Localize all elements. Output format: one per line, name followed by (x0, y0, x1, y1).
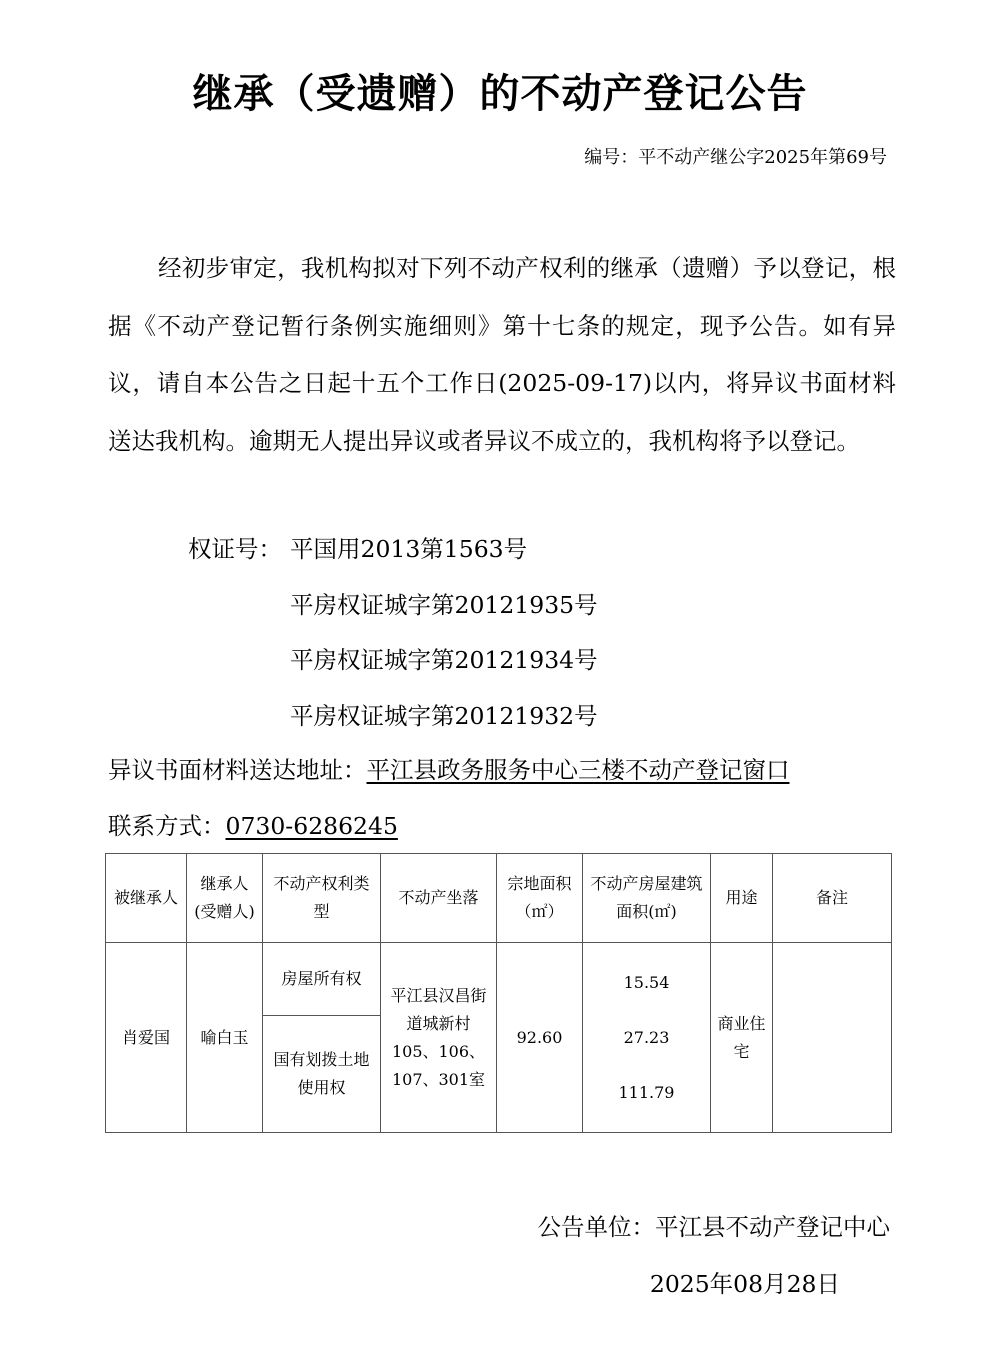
contact-phone: 0730-6286245 (225, 812, 398, 840)
cell-decedent: 肖爱国 (106, 943, 187, 1133)
document-number: 编号：平不动产继公字2025年第69号 (584, 147, 887, 168)
certificate-item: 平房权证城字第20121932号 (290, 702, 598, 730)
cell-land-area: 92.60 (497, 943, 583, 1133)
header-usage: 用途 (711, 854, 773, 943)
certificate-label: 权证号： (188, 535, 282, 563)
header-right-type: 不动产权利类 型 (263, 854, 381, 943)
address-label: 异议书面材料送达地址： (108, 756, 367, 784)
property-table (105, 853, 892, 1133)
header-heir: 继承人(受赠人) (187, 854, 263, 943)
header-building-area: 不动产房屋建筑面积(㎡) (583, 854, 711, 943)
issuer: 公告单位：平江县不动产登记中心 (537, 1213, 890, 1241)
cell-right-type-land: 国有划拨土地使用权 (263, 1016, 381, 1133)
cell-remarks (773, 943, 892, 1133)
page-title: 继承（受遗赠）的不动产登记公告 (192, 71, 808, 117)
header-remarks: 备注 (773, 854, 892, 943)
table-header-row (106, 854, 892, 943)
address-value: 平江县政务服务中心三楼不动产登记窗口 (366, 756, 790, 784)
cell-right-type-house: 房屋所有权 (263, 943, 381, 1016)
building-area-value: 15.54 (623, 973, 670, 992)
contact-label: 联系方式： (108, 812, 226, 840)
contact-info (108, 807, 398, 841)
objection-address (108, 751, 790, 785)
issue-date: 2025年08月28日 (649, 1270, 840, 1298)
header-land-area: 宗地面积（㎡） (497, 854, 583, 943)
building-area-value: 111.79 (618, 1083, 675, 1102)
header-location: 不动产坐落 (381, 854, 497, 943)
certificate-item: 平房权证城字第20121934号 (290, 646, 598, 674)
certificate-item: 平房权证城字第20121935号 (290, 591, 598, 619)
cell-usage: 商业住宅 (711, 943, 773, 1133)
cell-heir: 喻白玉 (187, 943, 263, 1133)
certificate-item: 平国用2013第1563号 (290, 535, 528, 563)
table-row (106, 943, 892, 1016)
cell-location: 平江县汉昌街道城新村105、106、107、301室 (381, 943, 497, 1133)
building-area-value: 27.23 (623, 1028, 670, 1047)
notice-body: 经初步审定，我机构拟对下列不动产权利的继承（遗赠）予以登记，根据《不动产登记暂行条例实施细则》第十七条的规定，现予公告。如有异议，请自本公告之日起十五个工作日(2025-09-17)以内，将异议书面材料送达我机构。逾期无人提出异议或者异议不成立的，我机构将予以登记。 (108, 254, 896, 455)
cell-building-areas (583, 943, 711, 1133)
header-decedent: 被继承人 (106, 854, 187, 943)
